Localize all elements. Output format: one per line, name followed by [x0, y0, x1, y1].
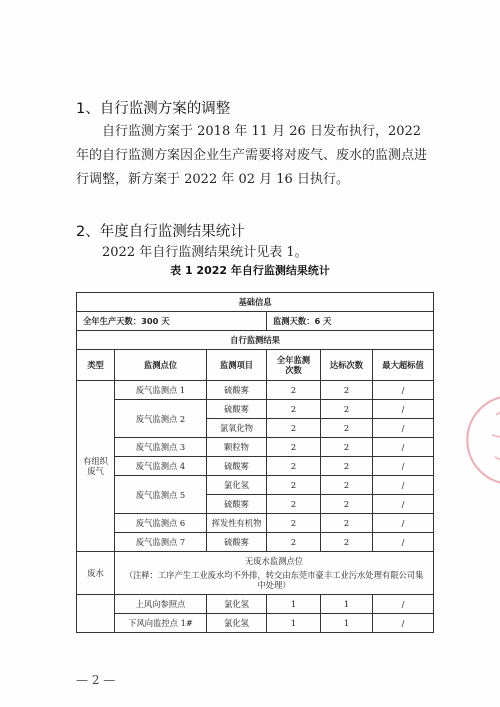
table-row	[77, 514, 434, 533]
count-cell: 2	[267, 438, 321, 457]
section-1-heading: 1、自行监测方案的调整	[76, 101, 231, 117]
monitoring-days: 监测天数：6 天	[267, 312, 434, 331]
count-cell: 2	[267, 533, 321, 552]
table-row	[77, 400, 434, 419]
max-cell: /	[373, 457, 434, 476]
item-cell: 硫酸雾	[207, 495, 267, 514]
max-cell: /	[373, 533, 434, 552]
point-cell: 上风向参照点	[115, 595, 207, 614]
point-cell: 废气监测点 1	[115, 381, 207, 400]
pass-cell: 2	[321, 419, 373, 438]
pass-cell: 2	[321, 533, 373, 552]
item-cell: 硫酸雾	[207, 457, 267, 476]
red-seal-edge	[462, 395, 500, 485]
table-row	[77, 533, 434, 552]
max-cell: /	[373, 419, 434, 438]
type-organized-gas	[77, 381, 115, 552]
max-cell: /	[373, 381, 434, 400]
count-cell: 1	[267, 614, 321, 633]
table-title: 表 1 2022 年自行监测结果统计	[170, 264, 330, 277]
pass-cell: 2	[321, 457, 373, 476]
count-cell: 1	[267, 595, 321, 614]
pass-cell: 1	[321, 595, 373, 614]
item-cell: 氯氧化物	[207, 419, 267, 438]
header-type: 类型	[77, 350, 115, 381]
table-row	[77, 614, 434, 633]
header-count-line-2: 次数	[285, 365, 302, 375]
table-row	[77, 438, 434, 457]
type-fugitive	[77, 595, 115, 633]
item-cell: 硫酸雾	[207, 533, 267, 552]
count-cell: 2	[267, 400, 321, 419]
max-cell: /	[373, 476, 434, 495]
table-row	[77, 595, 434, 614]
header-point: 监测点位	[115, 350, 207, 381]
header-count-line-1: 全年监测	[276, 355, 311, 365]
wastewater-note-line-1: 无废水监测点位	[244, 556, 304, 566]
pass-cell: 2	[321, 495, 373, 514]
wastewater-note	[115, 552, 434, 595]
header-count	[267, 350, 321, 381]
item-cell: 颗粒物	[207, 438, 267, 457]
production-days: 全年生产天数：300 天	[77, 312, 267, 331]
max-cell: /	[373, 614, 434, 633]
pass-cell: 2	[321, 381, 373, 400]
count-cell: 2	[267, 495, 321, 514]
pass-cell: 2	[321, 514, 373, 533]
table-row	[77, 476, 434, 495]
table-row-results-label	[77, 331, 434, 350]
point-cell: 废气监测点 7	[115, 533, 207, 552]
point-cell: 废气监测点 2	[115, 400, 207, 438]
item-cell: 硫酸雾	[207, 400, 267, 419]
count-cell: 2	[267, 419, 321, 438]
type-label-line-1: 有组织	[83, 456, 108, 466]
page-number: — 2 —	[76, 673, 116, 687]
pass-cell: 2	[321, 476, 373, 495]
item-cell: 氯化氢	[207, 476, 267, 495]
section-2-paragraph: 2022 年自行监测结果统计见表 1。	[102, 245, 308, 260]
point-cell: 废气监测点 4	[115, 457, 207, 476]
item-cell: 氯化氢	[207, 595, 267, 614]
monitoring-results-table	[76, 292, 434, 633]
pass-cell: 2	[321, 438, 373, 457]
results-label: 自行监测结果	[77, 331, 434, 350]
table-row	[77, 457, 434, 476]
max-cell: /	[373, 595, 434, 614]
item-cell: 氯化氢	[207, 614, 267, 633]
wastewater-note-line-2: （注释：工序产生工业废水均不外排，转交由东莞市豪丰工业污水处理有限公司集中处理）	[124, 570, 424, 590]
table-row-days	[77, 312, 434, 331]
max-cell: /	[373, 495, 434, 514]
point-cell: 下风向监控点 1#	[115, 614, 207, 633]
item-cell: 挥发性有机物	[207, 514, 267, 533]
header-max-exceed: 最大超标值	[373, 350, 434, 381]
type-label-line-2: 废气	[87, 466, 104, 476]
count-cell: 2	[267, 514, 321, 533]
count-cell: 2	[267, 457, 321, 476]
item-cell: 硫酸雾	[207, 381, 267, 400]
basic-info-label: 基础信息	[77, 293, 434, 312]
section-1-paragraph: 自行监测方案于 2018 年 11 月 26 日发布执行，2022 年的自行监测方案因企业生产需要将对废气、废水的监测点进行调整，新方案于 2022 年 02 月 16 日执行。	[76, 124, 428, 187]
max-cell: /	[373, 514, 434, 533]
type-wastewater: 废水	[77, 552, 115, 595]
max-cell: /	[373, 400, 434, 419]
point-cell: 废气监测点 6	[115, 514, 207, 533]
pass-cell: 1	[321, 614, 373, 633]
header-pass: 达标次数	[321, 350, 373, 381]
point-cell: 废气监测点 3	[115, 438, 207, 457]
max-cell: /	[373, 438, 434, 457]
table-header-row	[77, 350, 434, 381]
table-row	[77, 381, 434, 400]
count-cell: 2	[267, 476, 321, 495]
header-item: 监测项目	[207, 350, 267, 381]
count-cell: 2	[267, 381, 321, 400]
point-cell: 废气监测点 5	[115, 476, 207, 514]
table-row-basic-info	[77, 293, 434, 312]
section-2-heading: 2、年度自行监测结果统计	[76, 224, 245, 240]
pass-cell: 2	[321, 400, 373, 419]
table-row-wastewater	[77, 552, 434, 595]
